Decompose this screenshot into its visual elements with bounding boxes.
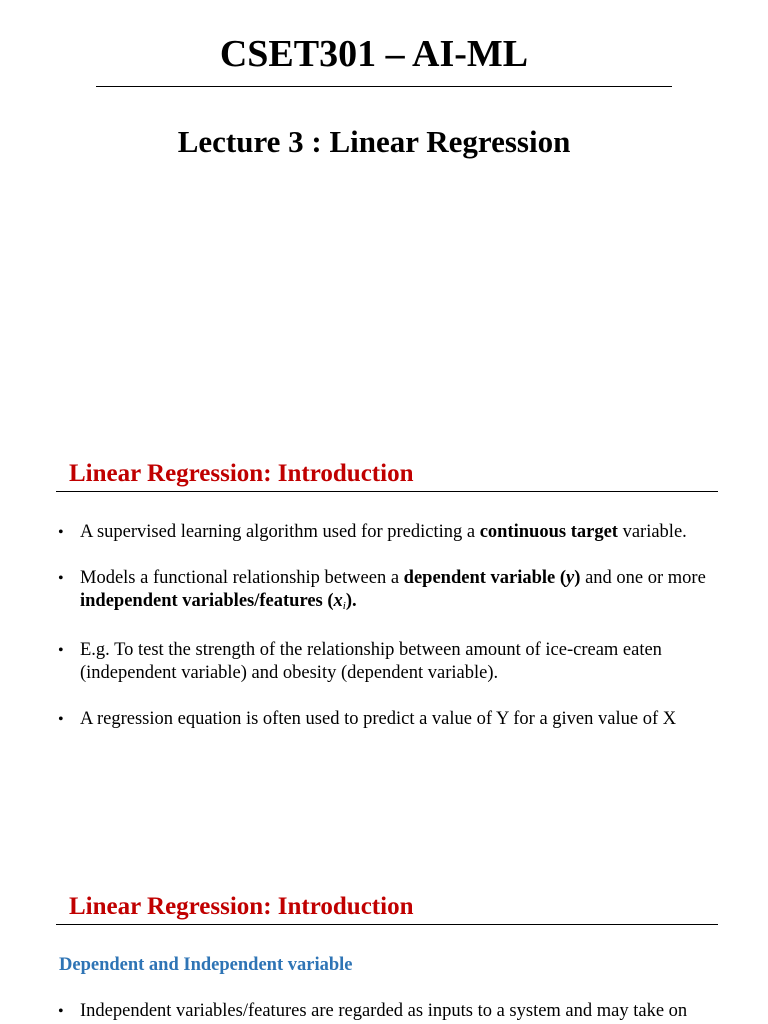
section-heading-introduction: Linear Regression: Introduction [69, 460, 414, 487]
bullet-bold-text: ) [574, 568, 581, 588]
lecture-course-title: CSET301 – AI-ML [219, 33, 529, 75]
section-divider [56, 924, 718, 925]
bullet-text: Independent variables/features are regarded as inputs to a system and may take on [80, 1001, 688, 1021]
bullet-text: A regression equation is often used to predict a value of Y for a given value of X [80, 709, 677, 729]
bullet-item [58, 1000, 718, 1023]
bullet-dot: • [58, 642, 64, 659]
bullet-item [58, 639, 718, 685]
bullet-text: and one or more [580, 568, 706, 588]
bullet-bold-text: independent variables/features ( [80, 591, 334, 611]
lecture-subtitle: Lecture 3 : Linear Regression [177, 124, 571, 159]
bullet-bold-text: ). [345, 591, 357, 611]
bullet-bold-text: dependent variable ( [403, 568, 567, 588]
section-divider [56, 491, 718, 492]
section-heading-introduction: Linear Regression: Introduction [69, 893, 414, 920]
bullet-dot: • [58, 1003, 64, 1020]
bullet-subscript-i: i [342, 600, 346, 612]
bullet-dot: • [58, 711, 64, 728]
bullet-text: variable. [617, 522, 687, 542]
bullet-text: A supervised learning algorithm used for predicting a [80, 522, 480, 542]
bullet-dot: • [58, 570, 64, 587]
bullet-item [58, 708, 718, 731]
bullet-variable-y: y [566, 568, 575, 588]
bullet-dot: • [58, 524, 64, 541]
bullet-item [58, 521, 718, 544]
title-divider [96, 86, 672, 87]
bullet-bold-text: continuous target [479, 522, 618, 542]
bullet-text: Models a functional relationship between a [80, 568, 404, 588]
subheading-dependent-independent: Dependent and Independent variable [59, 955, 353, 975]
bullet-text: E.g. To test the strength of the relationship between amount of ice-cream eaten (independent variable) and obesity (dependent variable). [80, 640, 662, 683]
bullet-item [58, 567, 718, 613]
bullet-variable-x: x [333, 591, 343, 611]
